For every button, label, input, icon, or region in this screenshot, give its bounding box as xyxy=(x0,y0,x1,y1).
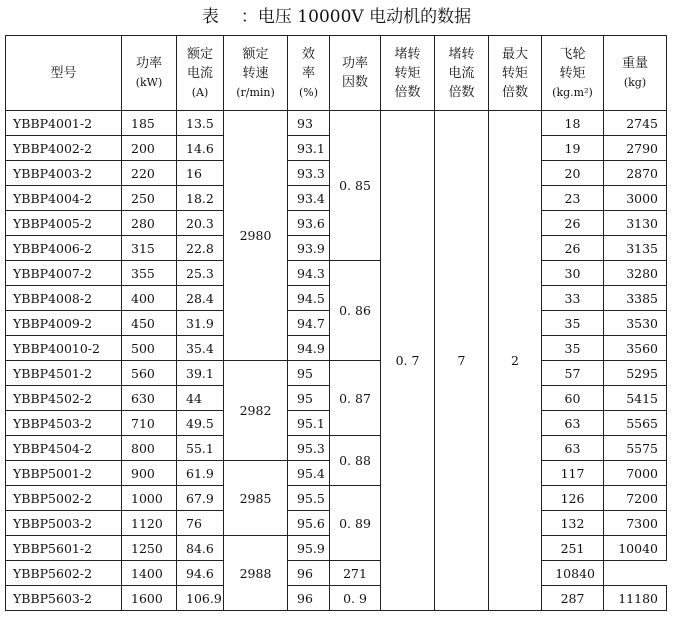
cell-power: 1250 xyxy=(122,536,177,561)
cell-flywheel-torque: 287 xyxy=(542,586,604,611)
header-row xyxy=(6,36,667,111)
cell-efficiency: 95.9 xyxy=(288,536,330,561)
cell-power-factor: 0. 87 xyxy=(330,361,381,436)
cell-power: 1120 xyxy=(122,511,177,536)
cell-efficiency: 96 xyxy=(288,561,330,586)
header-rated-current: 额定 电流 (A) xyxy=(177,36,224,111)
cell-power: 185 xyxy=(122,111,177,136)
cell-power: 1000 xyxy=(122,486,177,511)
table-row xyxy=(6,436,667,461)
cell-power: 450 xyxy=(122,311,177,336)
cell-model: YBBP4504-2 xyxy=(6,436,122,461)
cell-flywheel-torque: 35 xyxy=(542,311,604,336)
cell-model: YBBP4007-2 xyxy=(6,261,122,286)
cell-efficiency: 93.4 xyxy=(288,186,330,211)
cell-stall-current-ratio: 7 xyxy=(435,111,489,611)
cell-stall-torque-ratio: 0. 7 xyxy=(381,111,435,611)
cell-efficiency: 94.5 xyxy=(288,286,330,311)
cell-model: YBBP4501-2 xyxy=(6,361,122,386)
motor-data-table xyxy=(5,35,667,611)
cell-model: YBBP4003-2 xyxy=(6,161,122,186)
cell-flywheel-torque: 63 xyxy=(542,436,604,461)
cell-efficiency: 95.3 xyxy=(288,436,330,461)
cell-model: YBBP4009-2 xyxy=(6,311,122,336)
cell-weight: 2745 xyxy=(604,111,667,136)
cell-flywheel-torque: 33 xyxy=(542,286,604,311)
cell-model: YBBP5602-2 xyxy=(6,561,122,586)
header-power-factor: 功率 因数 xyxy=(330,36,381,111)
cell-rated-current: 22.8 xyxy=(177,236,224,261)
cell-efficiency: 95.1 xyxy=(288,411,330,436)
cell-model: YBBP4004-2 xyxy=(6,186,122,211)
cell-power: 200 xyxy=(122,136,177,161)
cell-efficiency: 93.9 xyxy=(288,236,330,261)
cell-model: YBBP40010-2 xyxy=(6,336,122,361)
cell-power: 560 xyxy=(122,361,177,386)
cell-weight: 10840 xyxy=(542,561,604,586)
cell-power: 900 xyxy=(122,461,177,486)
cell-weight: 3280 xyxy=(604,261,667,286)
cell-rated-speed: 2988 xyxy=(224,536,288,611)
cell-max-torque-ratio: 2 xyxy=(489,111,542,611)
cell-weight: 11180 xyxy=(604,586,667,611)
cell-power-factor: 0. 86 xyxy=(330,261,381,361)
header-rated-speed: 额定 转速 (r/min) xyxy=(224,36,288,111)
cell-rated-current: 49.5 xyxy=(177,411,224,436)
cell-efficiency: 94.7 xyxy=(288,311,330,336)
cell-weight: 2790 xyxy=(604,136,667,161)
cell-efficiency: 94.3 xyxy=(288,261,330,286)
cell-rated-current: 94.6 xyxy=(177,561,224,586)
cell-power: 315 xyxy=(122,236,177,261)
cell-efficiency: 93.6 xyxy=(288,211,330,236)
cell-rated-current: 35.4 xyxy=(177,336,224,361)
cell-flywheel-torque: 30 xyxy=(542,261,604,286)
cell-power: 250 xyxy=(122,186,177,211)
cell-flywheel-torque: 132 xyxy=(542,511,604,536)
cell-efficiency: 93.1 xyxy=(288,136,330,161)
cell-weight: 5575 xyxy=(604,436,667,461)
cell-flywheel-torque: 26 xyxy=(542,236,604,261)
cell-weight: 3530 xyxy=(604,311,667,336)
cell-rated-current: 13.5 xyxy=(177,111,224,136)
cell-power: 280 xyxy=(122,211,177,236)
cell-weight: 5415 xyxy=(604,386,667,411)
cell-power-factor: 0. 88 xyxy=(330,436,381,486)
cell-efficiency: 96 xyxy=(288,586,330,611)
cell-power: 800 xyxy=(122,436,177,461)
cell-weight: 3385 xyxy=(604,286,667,311)
cell-model: YBBP4006-2 xyxy=(6,236,122,261)
cell-flywheel-torque: 20 xyxy=(542,161,604,186)
cell-weight: 3135 xyxy=(604,236,667,261)
cell-power-factor: 0. 85 xyxy=(330,111,381,261)
cell-flywheel-torque: 251 xyxy=(542,536,604,561)
cell-power: 1400 xyxy=(122,561,177,586)
cell-model: YBBP5603-2 xyxy=(6,586,122,611)
cell-model: YBBP4502-2 xyxy=(6,386,122,411)
cell-efficiency: 95.6 xyxy=(288,511,330,536)
cell-weight: 3560 xyxy=(604,336,667,361)
cell-power: 220 xyxy=(122,161,177,186)
cell-model: YBBP4005-2 xyxy=(6,211,122,236)
cell-weight: 3130 xyxy=(604,211,667,236)
cell-flywheel-torque: 126 xyxy=(542,486,604,511)
cell-weight: 7200 xyxy=(604,486,667,511)
cell-model: YBBP4001-2 xyxy=(6,111,122,136)
cell-rated-current: 14.6 xyxy=(177,136,224,161)
cell-flywheel-torque: 18 xyxy=(542,111,604,136)
cell-rated-current: 55.1 xyxy=(177,436,224,461)
cell-weight: 7000 xyxy=(604,461,667,486)
cell-rated-current: 67.9 xyxy=(177,486,224,511)
cell-power: 1600 xyxy=(122,586,177,611)
header-max-torque-ratio: 最大 转矩 倍数 xyxy=(489,36,542,111)
cell-flywheel-torque: 63 xyxy=(542,411,604,436)
cell-rated-current: 106.9 xyxy=(177,586,224,611)
header-stall-torque-ratio: 堵转 转矩 倍数 xyxy=(381,36,435,111)
cell-efficiency: 93 xyxy=(288,111,330,136)
header-weight: 重量 (kg) xyxy=(604,36,667,111)
cell-power: 500 xyxy=(122,336,177,361)
caption-title: ：电压 10000V 电动机的数据 xyxy=(240,7,472,27)
cell-flywheel-torque: 35 xyxy=(542,336,604,361)
cell-rated-speed: 2980 xyxy=(224,111,288,361)
header-flywheel-torque: 飞轮 转矩 (kg.m²) xyxy=(542,36,604,111)
table-row xyxy=(6,586,667,611)
table-row xyxy=(6,561,667,586)
cell-flywheel-torque: 26 xyxy=(542,211,604,236)
cell-rated-current: 25.3 xyxy=(177,261,224,286)
cell-efficiency: 93.3 xyxy=(288,161,330,186)
cell-rated-current: 39.1 xyxy=(177,361,224,386)
cell-weight: 10040 xyxy=(604,536,667,561)
cell-weight: 5295 xyxy=(604,361,667,386)
header-efficiency: 效 率 (%) xyxy=(288,36,330,111)
cell-flywheel-torque: 271 xyxy=(330,561,381,586)
cell-weight: 3000 xyxy=(604,186,667,211)
table-row xyxy=(6,361,667,386)
table-row xyxy=(6,111,667,136)
header-stall-current-ratio: 堵转 电流 倍数 xyxy=(435,36,489,111)
cell-rated-current: 84.6 xyxy=(177,536,224,561)
caption-prefix: 表 xyxy=(201,7,219,27)
cell-model: YBBP4008-2 xyxy=(6,286,122,311)
table-row xyxy=(6,261,667,286)
cell-power: 400 xyxy=(122,286,177,311)
cell-model: YBBP5002-2 xyxy=(6,486,122,511)
cell-flywheel-torque: 117 xyxy=(542,461,604,486)
cell-weight: 7300 xyxy=(604,511,667,536)
cell-model: YBBP5601-2 xyxy=(6,536,122,561)
cell-flywheel-torque: 23 xyxy=(542,186,604,211)
header-power: 功率 (kW) xyxy=(122,36,177,111)
cell-efficiency: 95 xyxy=(288,361,330,386)
cell-flywheel-torque: 57 xyxy=(542,361,604,386)
table-caption xyxy=(0,0,673,34)
cell-rated-current: 18.2 xyxy=(177,186,224,211)
cell-efficiency: 94.9 xyxy=(288,336,330,361)
cell-efficiency: 95.4 xyxy=(288,461,330,486)
cell-efficiency: 95 xyxy=(288,386,330,411)
cell-flywheel-torque: 60 xyxy=(542,386,604,411)
header-model: 型号 xyxy=(6,36,122,111)
cell-rated-current: 20.3 xyxy=(177,211,224,236)
cell-model: YBBP4002-2 xyxy=(6,136,122,161)
cell-power: 710 xyxy=(122,411,177,436)
cell-rated-current: 31.9 xyxy=(177,311,224,336)
cell-model: YBBP4503-2 xyxy=(6,411,122,436)
cell-model: YBBP5001-2 xyxy=(6,461,122,486)
table-row xyxy=(6,486,667,511)
cell-power-factor: 0. 89 xyxy=(330,486,381,561)
cell-flywheel-torque: 19 xyxy=(542,136,604,161)
cell-rated-current: 76 xyxy=(177,511,224,536)
cell-rated-speed: 2985 xyxy=(224,461,288,536)
cell-weight: 2870 xyxy=(604,161,667,186)
cell-power-factor: 0. 9 xyxy=(330,586,381,611)
cell-rated-current: 16 xyxy=(177,161,224,186)
cell-rated-current: 44 xyxy=(177,386,224,411)
cell-rated-current: 61.9 xyxy=(177,461,224,486)
cell-power: 630 xyxy=(122,386,177,411)
cell-rated-speed: 2982 xyxy=(224,361,288,461)
cell-rated-current: 28.4 xyxy=(177,286,224,311)
cell-power: 355 xyxy=(122,261,177,286)
cell-model: YBBP5003-2 xyxy=(6,511,122,536)
cell-weight: 5565 xyxy=(604,411,667,436)
cell-efficiency: 95.5 xyxy=(288,486,330,511)
